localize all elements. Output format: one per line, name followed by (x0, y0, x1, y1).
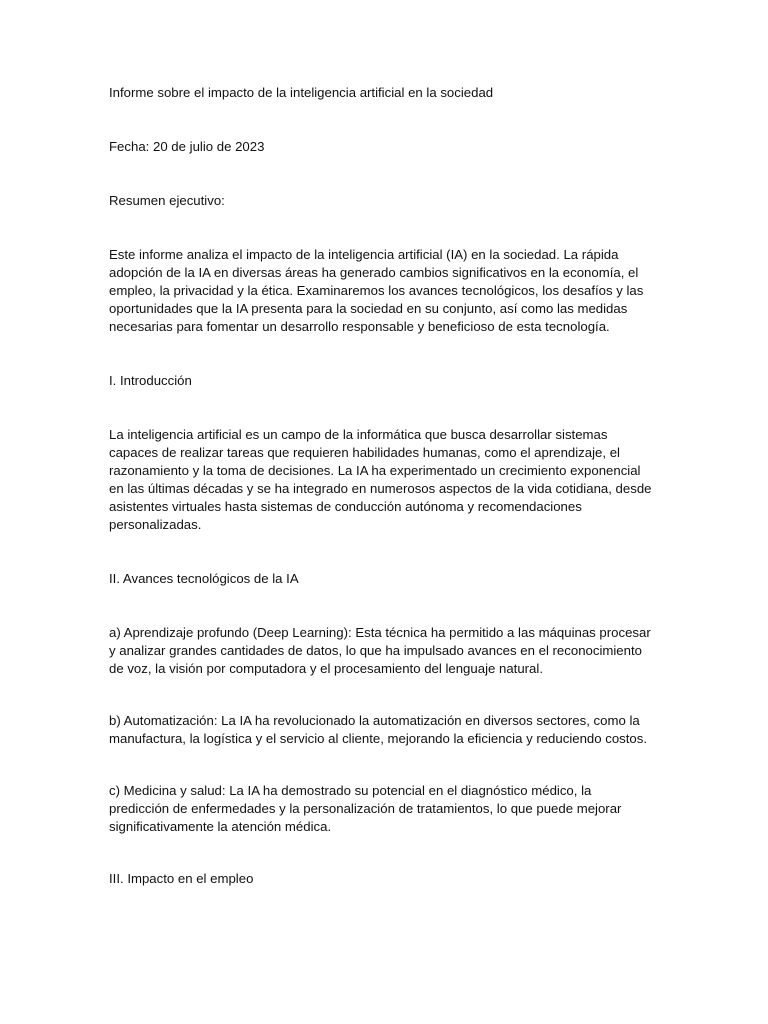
tech-advance-item-medicine: c) Medicina y salud: La IA ha demostrado su potencial en el diagnóstico médico, la predicción de enfermedades y la personalización de tratamientos, lo que puede mejorar significativamente la atención médica. (109, 783, 622, 834)
document-body (109, 84, 653, 924)
introduction-paragraph: La inteligencia artificial es un campo de la informática que busca desarrollar sistemas capaces de realizar tareas que requieren habilidades humanas, como el aprendizaje, el razonamiento y la toma de decisiones. La IA ha experimentado un crecimiento exponencial en las últimas décadas y se ha integrado en numerosos aspectos de la vida cotidiana, desde asistentes virtuales hasta sistemas de conducción autónoma y recomendaciones personalizadas. (109, 427, 652, 532)
tech-advance-item-deep-learning: a) Aprendizaje profundo (Deep Learning): Esta técnica ha permitido a las máquinas procesar y analizar grandes cantidades de datos, lo que ha impulsado avances en el reconocimiento de voz, la visión por computadora y el procesamiento del lenguaje natural. (109, 625, 651, 676)
document-date: Fecha: 20 de julio de 2023 (109, 139, 265, 154)
section-heading-introduction: I. Introducción (109, 373, 192, 388)
document-title: Informe sobre el impacto de la inteligencia artificial en la sociedad (109, 85, 494, 100)
section-heading-tech-advances: II. Avances tecnológicos de la IA (109, 571, 299, 586)
summary-label: Resumen ejecutivo: (109, 193, 225, 208)
summary-paragraph: Este informe analiza el impacto de la inteligencia artificial (IA) en la sociedad. La rápida adopción de la IA en diversas áreas ha generado cambios significativos en la economía, el empleo, la privacidad y la ética. Examinaremos los avances tecnológicos, los desafíos y las oportunidades que la IA presenta para la sociedad en su conjunto, así como las medidas necesarias para fomentar un desarrollo responsable y beneficioso de esta tecnología. (109, 247, 644, 334)
tech-advance-item-automation: b) Automatización: La IA ha revolucionado la automatización en diversos sectores, como la manufactura, la logística y el servicio al cliente, mejorando la eficiencia y reduciendo costos. (109, 713, 648, 746)
section-heading-employment: III. Impacto en el empleo (109, 871, 254, 886)
